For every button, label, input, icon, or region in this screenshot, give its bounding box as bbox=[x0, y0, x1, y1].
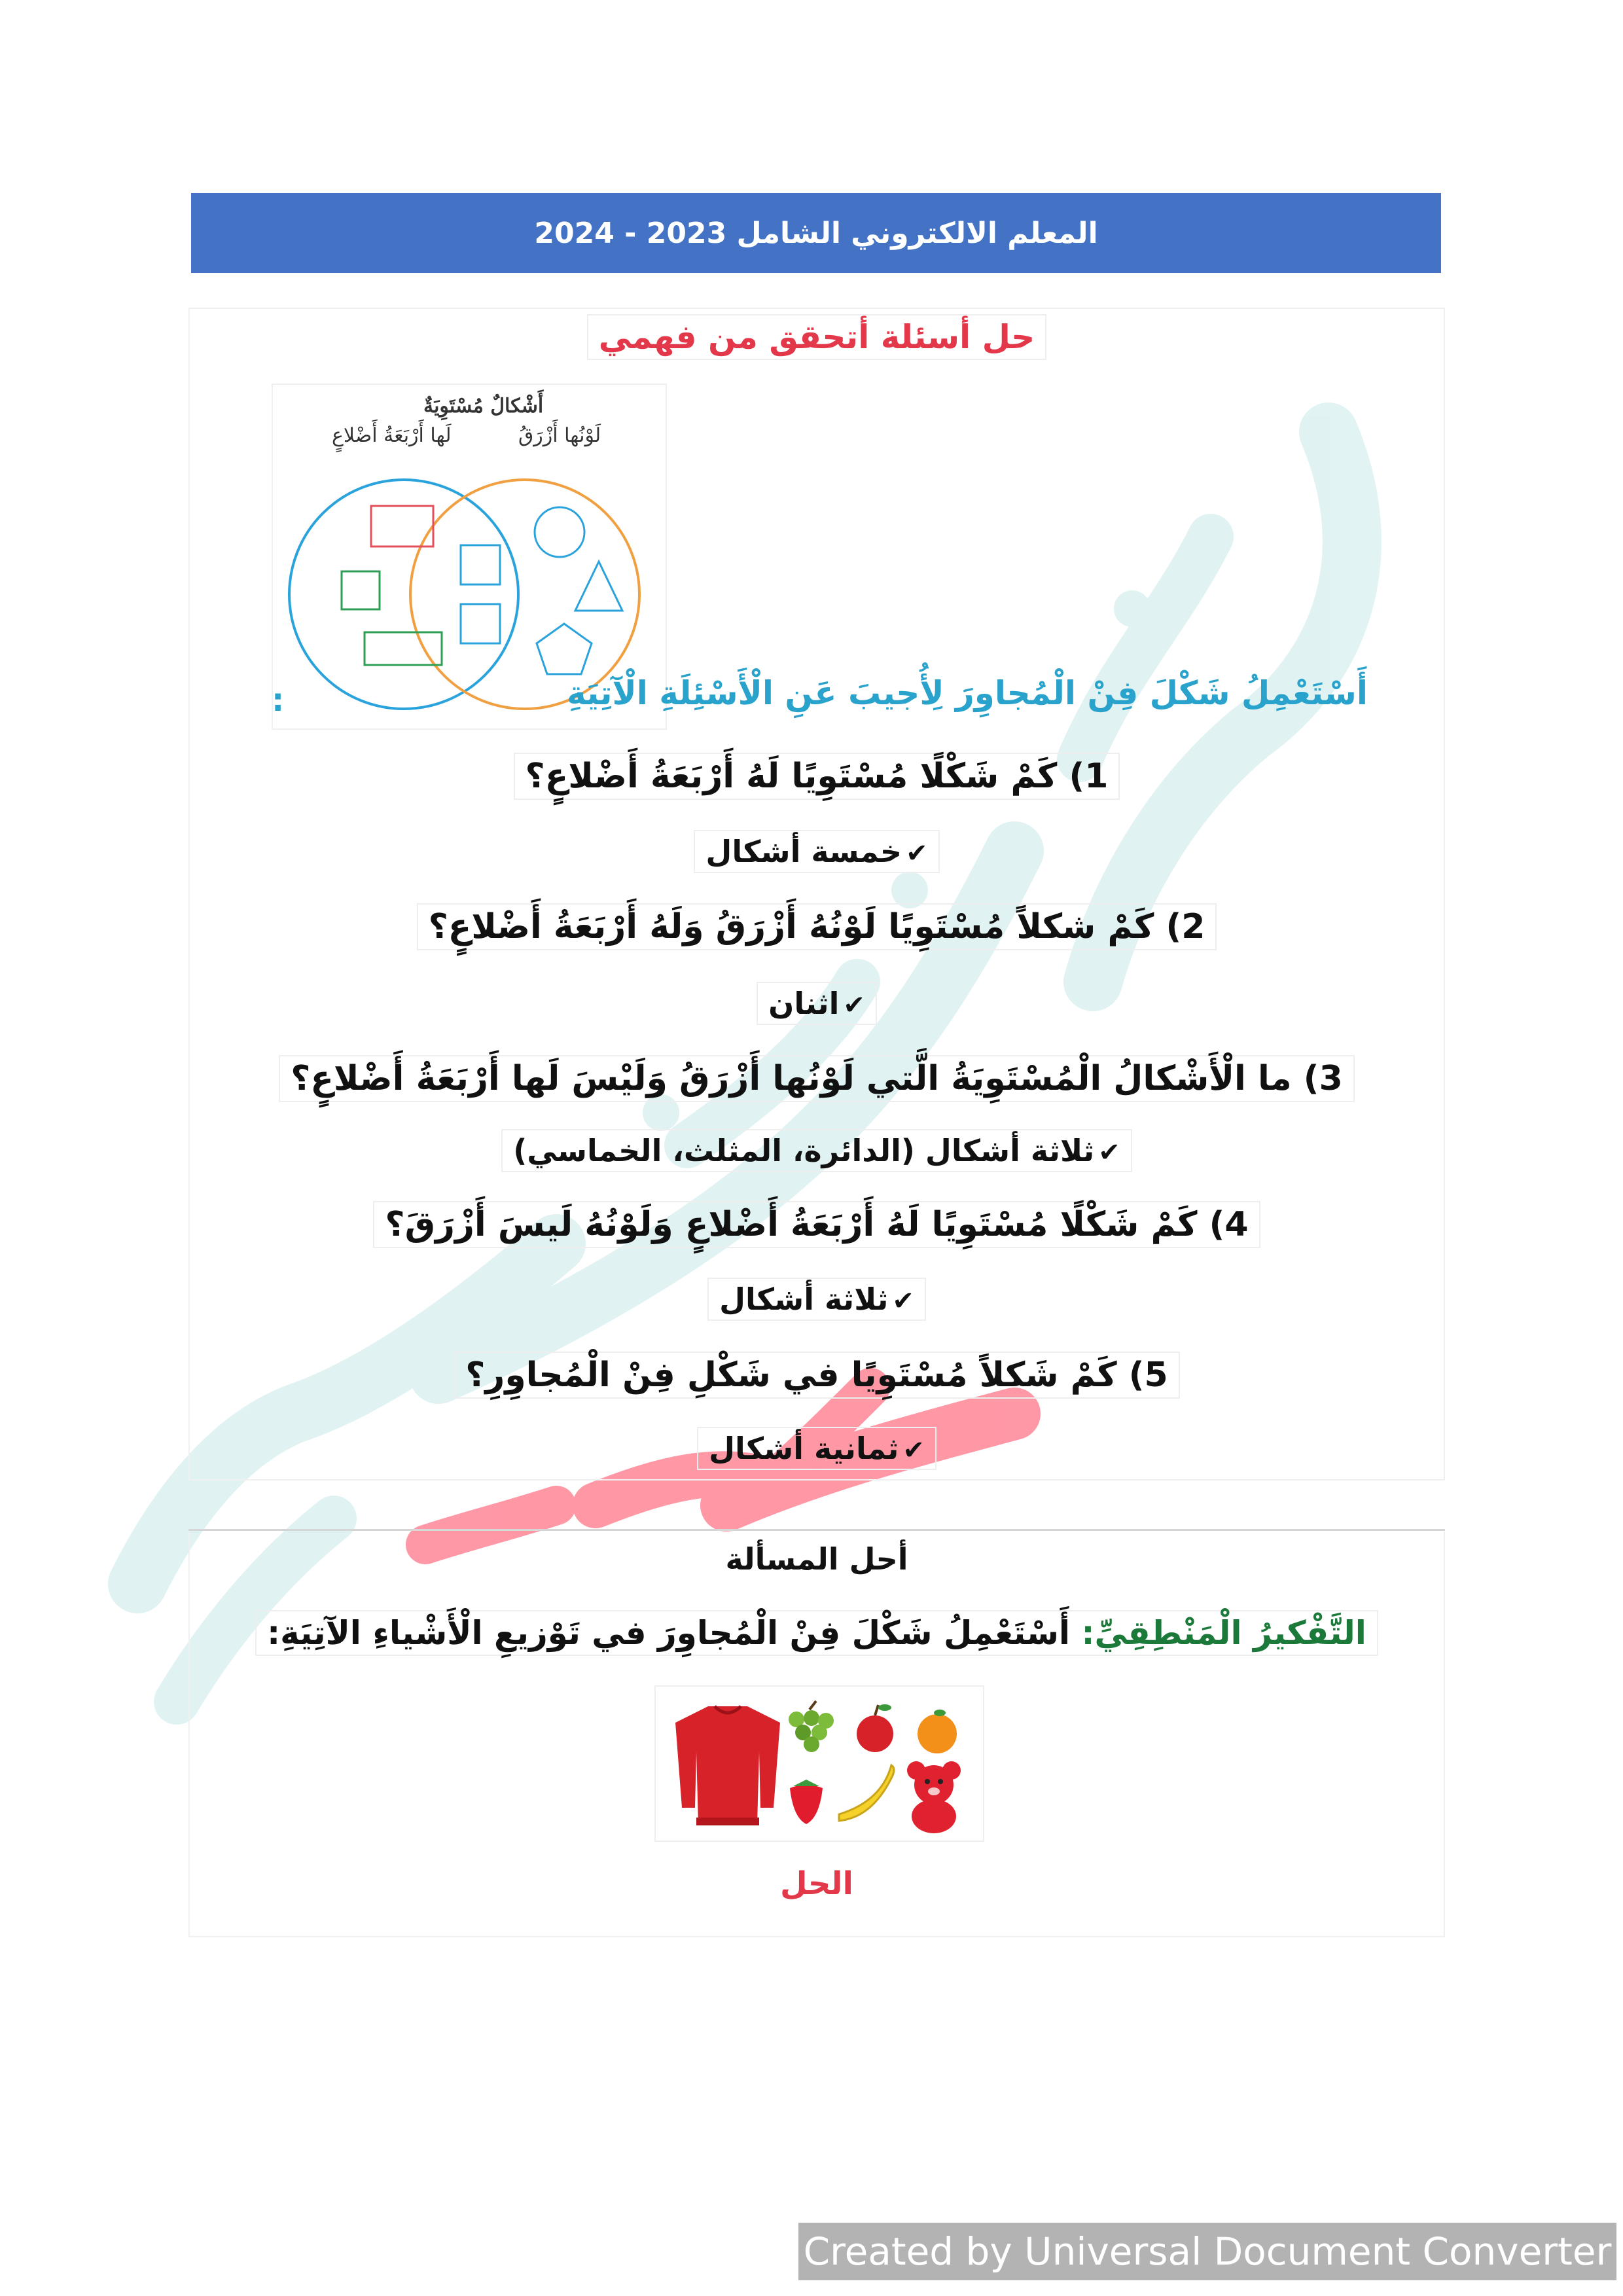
answer-1-text: خمسة أشكال bbox=[705, 834, 902, 869]
logic-text: أَسْتَعْمِلُ شَكْلَ فِنْ الْمُجاوِرَ في تَوْزيعِ الْأَشْياءِ الآتِيَةِ: bbox=[267, 1614, 1082, 1652]
venn-left-label: لَها أَرْبَعَةُ أَضْلاعٍ bbox=[332, 424, 452, 447]
answer-5 bbox=[188, 1427, 1445, 1470]
objects-image bbox=[654, 1685, 984, 1842]
apple-icon bbox=[857, 1704, 893, 1752]
blue-pentagon-shape bbox=[537, 624, 592, 674]
answer-4-text: ثلاثة أشكال bbox=[719, 1282, 889, 1317]
blue-circle-shape bbox=[535, 507, 584, 557]
footer-text: Created by Universal Document Converter bbox=[803, 2229, 1612, 2274]
solution-heading-text: الحل bbox=[780, 1865, 853, 1902]
answer-2 bbox=[188, 982, 1445, 1025]
problem-heading-text: أحل المسألة bbox=[725, 1541, 908, 1577]
answer-3 bbox=[188, 1129, 1445, 1172]
green-square-shape bbox=[342, 571, 380, 609]
question-4-text: 4) كَمْ شَكْلًا مُسْتَوِيًا لَهُ أَرْبَعَةُ أَضْلاعٍ وَلَوْنُهُ لَيسَ أَزْرَقَ؟ bbox=[373, 1201, 1260, 1248]
venn-title: أَشْكالٌ مُسْتَوِيَةٌ bbox=[423, 395, 544, 418]
banana-icon bbox=[839, 1765, 894, 1821]
check-icon: ✔ bbox=[902, 1435, 925, 1465]
question-5-text: 5) كَمْ شَكلاً مُسْتَوِيًا في شَكْلِ فِنْ الْمُجاوِرِ؟ bbox=[454, 1352, 1179, 1399]
answer-4 bbox=[188, 1278, 1445, 1321]
question-3-text: 3) ما الْأَشْكالُ الْمُسْتَوِيَةُ الَّتي لَوْنُها أَزْرَقُ وَلَيْسَ لَها أَرْبَعَةُ أَضْلاعٍ؟ bbox=[279, 1055, 1355, 1102]
problem-heading bbox=[188, 1541, 1445, 1577]
page-banner bbox=[191, 193, 1441, 273]
blue-triangle-shape bbox=[575, 562, 622, 611]
answer-1 bbox=[188, 830, 1445, 873]
blue-square-shape-2 bbox=[461, 604, 500, 643]
logic-label: التَّفْكيرُ الْمَنْطِقِيِّ: bbox=[1081, 1614, 1366, 1652]
orange-icon bbox=[918, 1710, 957, 1753]
question-5 bbox=[188, 1352, 1445, 1399]
red-sweater-icon bbox=[675, 1706, 780, 1825]
blue-square-shape-1 bbox=[461, 545, 500, 584]
strawberry-icon bbox=[790, 1780, 823, 1824]
venn-right-label: لَوْنُها أَزْرَقُ bbox=[518, 424, 601, 447]
check-icon: ✔ bbox=[1098, 1138, 1120, 1168]
section-heading-text: حل أسئلة أتحقق من فهمي bbox=[587, 314, 1047, 360]
banner-title: المعلم الالكتروني الشامل 2023 - 2024 bbox=[534, 216, 1098, 250]
grapes-icon bbox=[789, 1701, 834, 1752]
question-1-text: 1) كَمْ شَكْلًا مُسْتَوِيًا لَهُ أَرْبَعَةُ أَضْلاعٍ؟ bbox=[514, 753, 1120, 800]
answer-3-text: ثلاثة أشكال (الدائرة، المثلث، الخماسي) bbox=[513, 1133, 1095, 1168]
section-heading bbox=[188, 314, 1445, 360]
question-4 bbox=[188, 1201, 1445, 1248]
converter-footer bbox=[798, 2223, 1616, 2280]
instruction-text: أَسْتَعْمِلُ شَكْلَ فِنْ الْمُجاوِرَ لِأُجيبَ عَنِ الْأَسْئِلَةِ الْآتِيَةِ bbox=[567, 674, 1368, 712]
solution-heading bbox=[188, 1865, 1445, 1902]
answer-2-text: اثنان bbox=[768, 986, 840, 1021]
question-2-text: 2) كَمْ شكلاً مُسْتَوِيًا لَوْنُهُ أَزْرَقُ وَلَهُ أَرْبَعَةُ أَضْلاعٍ؟ bbox=[417, 903, 1217, 950]
teddy-bear-icon bbox=[907, 1761, 961, 1833]
check-icon: ✔ bbox=[843, 990, 865, 1020]
check-icon: ✔ bbox=[892, 1286, 914, 1316]
logic-line bbox=[188, 1610, 1445, 1656]
question-3 bbox=[188, 1055, 1445, 1102]
answer-5-text: ثمانية أشكال bbox=[709, 1431, 899, 1466]
venn-circle-left bbox=[289, 480, 518, 709]
question-1 bbox=[188, 753, 1445, 800]
section-divider bbox=[188, 1529, 1445, 1531]
instruction-colon: : bbox=[272, 682, 285, 719]
question-2 bbox=[188, 903, 1445, 950]
check-icon: ✔ bbox=[906, 838, 928, 869]
